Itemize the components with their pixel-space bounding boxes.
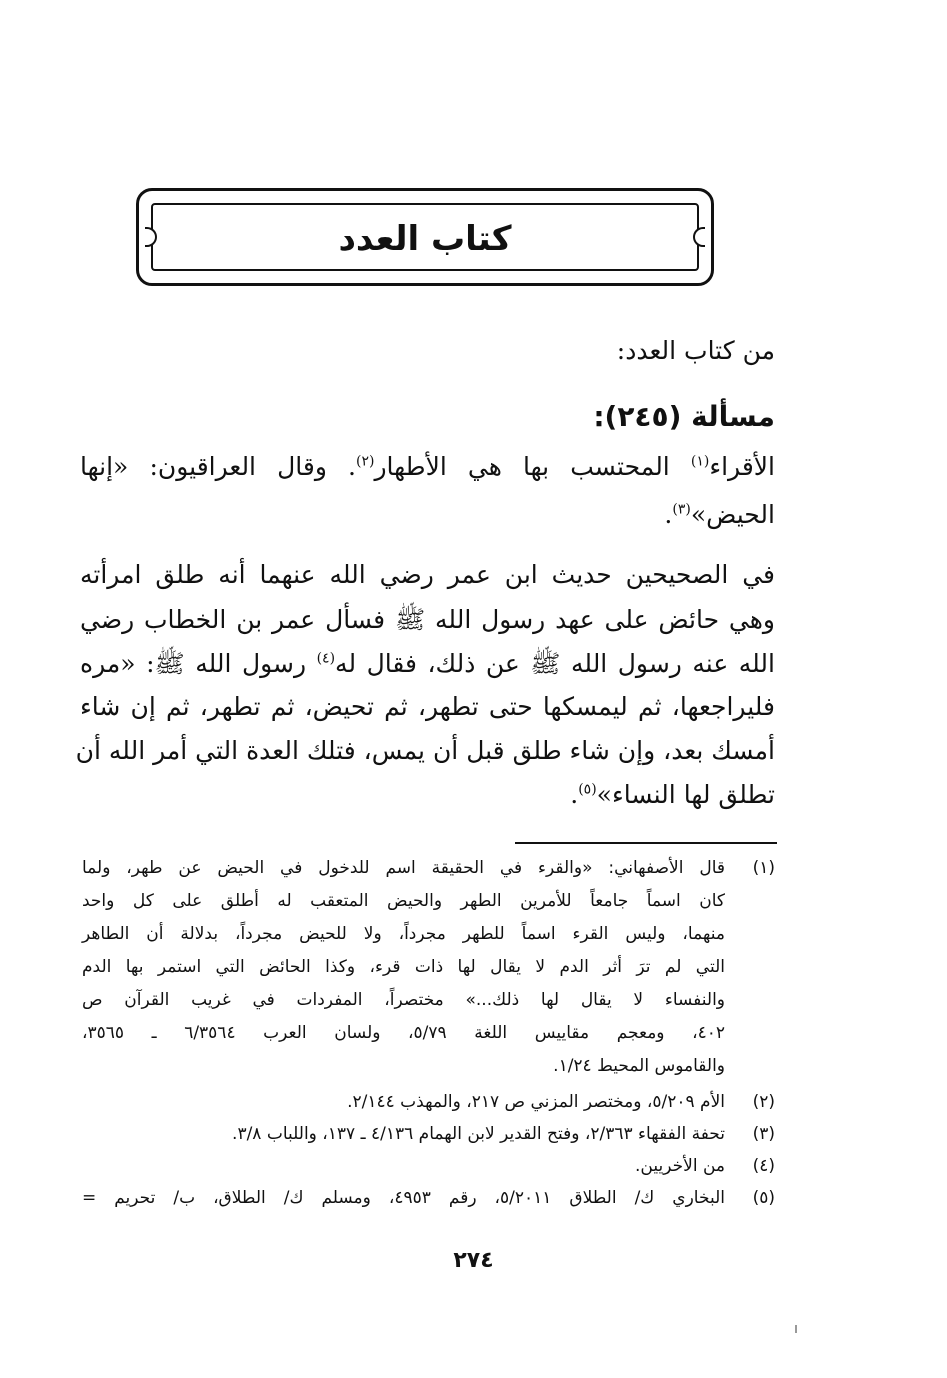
footnote-1-line: والنفساء لا يقال لها ذلك...» مختصراً، المفردات في غريب القرآن ص xyxy=(82,990,725,1010)
title-inner-border xyxy=(151,203,699,271)
footnote-ref-5[interactable]: (٥) xyxy=(578,781,597,798)
text-segment: الحيض» xyxy=(690,500,775,529)
footnote-ref-2[interactable]: (٢) xyxy=(355,453,375,470)
footnote-separator xyxy=(515,842,777,844)
footnote-1-line: التي لم ترَ أثر الدم لا يقال لها ذات قرء، وكذا الحائض التي استمر بها الدم xyxy=(82,957,725,977)
masala-line-2 xyxy=(664,500,775,529)
text-segment: الأقراء xyxy=(709,452,775,481)
footnote-number: (٤) xyxy=(752,1156,775,1176)
footnote-1-line: قال الأصفهاني: «والقرء في الحقيقة اسم للدخول في الحيض عن طهر، ولما xyxy=(82,858,725,878)
footnote-number: (١) xyxy=(752,858,775,878)
footnote-2-text: الأم ٥/٢٠٩، ومختصر المزني ص ٢١٧، والمهذب ٢/١٤٤. xyxy=(347,1092,725,1112)
hadith-line-2: وهي حائض على عهد رسول الله ﷺ فسأل عمر بن الخطاب رضي xyxy=(80,605,775,634)
text-segment: رسول الله ﷺ: «مره xyxy=(80,649,317,678)
hadith-line-1: في الصحيحين حديث ابن عمر رضي الله عنهما أنه طلق امرأته xyxy=(80,560,775,589)
text-segment: . xyxy=(664,500,673,529)
footnote-1-line: منهما، وليس القرء اسماً للطهر مجرداً، ولا للحيض مجرداً، بدلالة أن الطاهر xyxy=(82,924,725,944)
masala-heading: مسألة (٢٤٥): xyxy=(593,400,775,433)
intro-line: من كتاب العدد: xyxy=(616,336,775,365)
text-segment: . xyxy=(570,780,579,809)
hadith-line-4: فليراجعها، ثم ليمسكها حتى تطهر، ثم تحيض، ثم تطهر، ثم إن شاء xyxy=(80,692,775,721)
title-frame xyxy=(136,188,714,286)
text-segment: . وقال العراقيون: «إنها xyxy=(80,452,356,481)
footnote-number: (٥) xyxy=(752,1188,775,1208)
footnote-number: (٢) xyxy=(752,1092,775,1112)
footnote-3-text: تحفة الفقهاء ٢/٣٦٣، وفتح القدير لابن الهمام ٤/١٣٦ ـ ١٣٧، واللباب ٣/٨. xyxy=(232,1124,725,1144)
scan-mark xyxy=(795,1325,797,1333)
hadith-line-3 xyxy=(80,648,775,685)
footnote-ref-3[interactable]: (٣) xyxy=(672,501,691,518)
masala-line-1 xyxy=(80,452,775,481)
footnote-number: (٣) xyxy=(752,1124,775,1144)
footnote-1-line: والقاموس المحيط ١/٢٤. xyxy=(553,1056,725,1076)
footnote-1-line: ٤٠٢، ومعجم مقاييس اللغة ٥/٧٩، ولسان العرب ٦/٣٥٦٤ ـ ٣٥٦٥، xyxy=(82,1023,725,1043)
text-segment: الله عنه رسول الله ﷺ عن ذلك، فقال له xyxy=(335,649,775,678)
footnote-4-text: من الأخريين. xyxy=(635,1156,725,1176)
footnote-ref-4[interactable]: (٤) xyxy=(316,650,336,667)
hadith-line-6 xyxy=(570,780,775,809)
text-segment: المحتسب بها هي الأطهار xyxy=(374,452,691,481)
footnote-1-line: كان اسماً جامعاً للأمرين الطهر والحيض المتعقب له أطلق على كل واحد xyxy=(82,891,725,911)
chapter-title: كتاب العدد xyxy=(338,219,512,259)
hadith-line-5: أمسك بعد، وإن شاء طلق قبل أن يمس، فتلك العدة التي أمر الله أن xyxy=(75,736,775,765)
footnote-ref-1[interactable]: (١) xyxy=(690,453,710,470)
page-number: ٢٧٤ xyxy=(453,1248,494,1273)
text-segment: تطلق لها النساء» xyxy=(596,780,775,809)
footnote-5-text: البخاري ك/ الطلاق ٥/٢٠١١، رقم ٤٩٥٣، ومسلم ك/ الطلاق، ب/ تحريم = xyxy=(82,1188,725,1208)
